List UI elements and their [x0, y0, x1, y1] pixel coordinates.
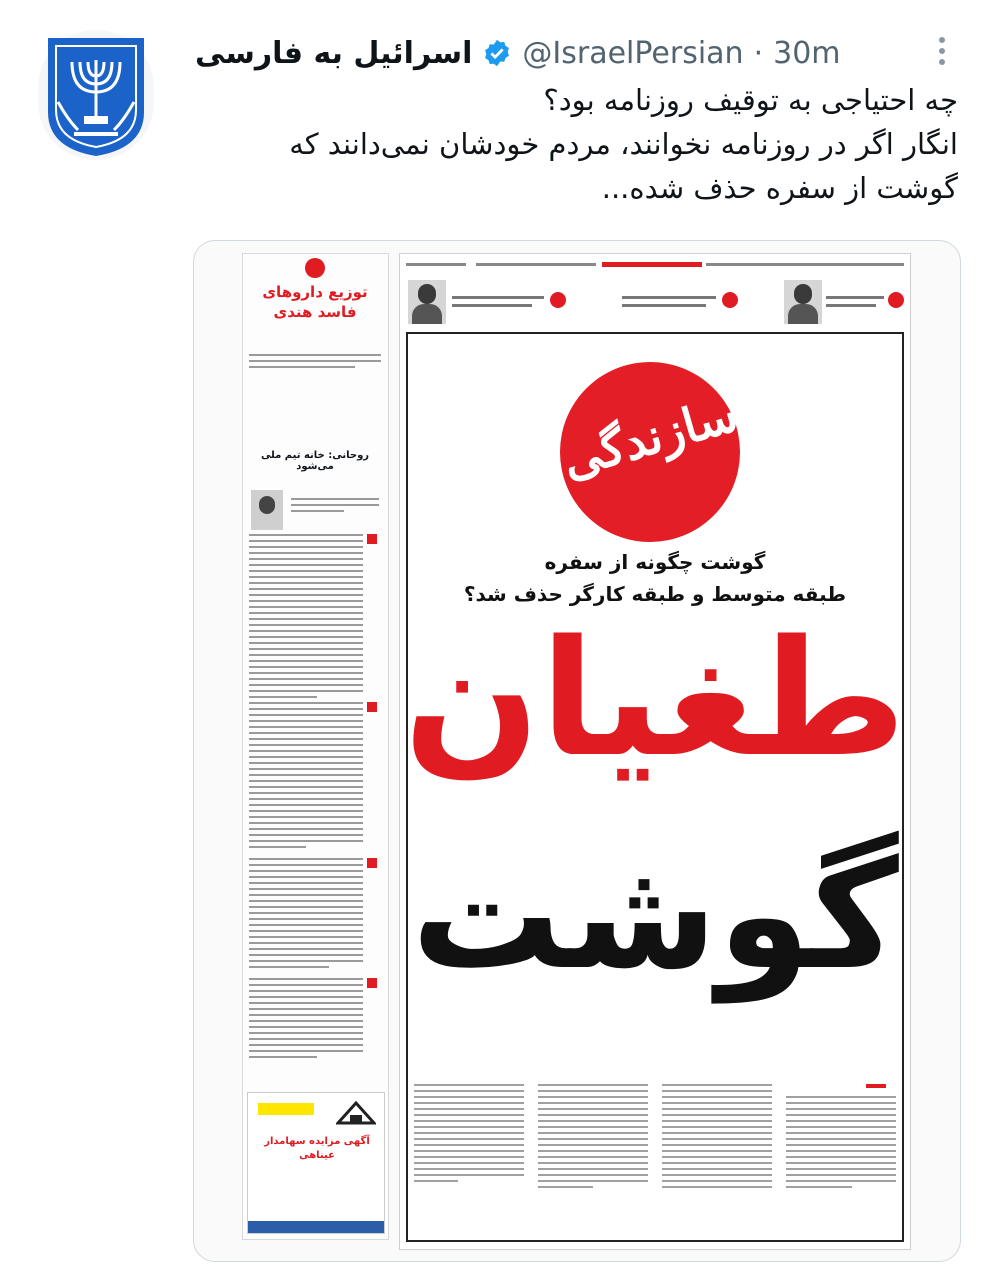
top-story-badge [888, 292, 904, 308]
side-text-block [249, 858, 363, 972]
side-ad-box [247, 1092, 385, 1234]
top-story-text [452, 296, 544, 299]
ad-text: آگهی مزایده سهامدار عیناهی [264, 1136, 370, 1161]
side-red-marker [367, 534, 377, 544]
display-name[interactable]: اسرائیل به فارسی [195, 35, 473, 71]
more-options-icon[interactable] [932, 32, 952, 72]
newspaper-front-page [399, 253, 911, 1250]
article-column [414, 1084, 524, 1186]
article-column [786, 1084, 896, 1192]
side-text-block [291, 498, 379, 516]
top-story-text [826, 296, 884, 299]
headline-red: طغیان [403, 605, 907, 792]
timestamp[interactable]: 30m [773, 35, 841, 71]
side-badge-icon [305, 258, 325, 278]
newspaper-logo [556, 362, 744, 542]
top-story-photo [408, 280, 446, 324]
article-column [538, 1084, 648, 1192]
side-red-marker [367, 978, 377, 988]
top-story-text [622, 296, 716, 299]
tweet-text-line: انگار اگر در روزنامه نخوانند، مردم خودشان نمی‌دانند که [289, 127, 958, 161]
headline-black: گوشت [411, 829, 899, 1003]
menorah-emblem-icon [38, 30, 154, 160]
top-story-text [452, 304, 532, 307]
tweet-media-image[interactable] [193, 240, 961, 1262]
side-text-block [249, 702, 363, 852]
separator-dot: · [753, 35, 764, 71]
side-text-block [249, 534, 363, 702]
avatar[interactable] [38, 30, 154, 160]
ad-highlight [258, 1103, 314, 1115]
verified-badge-icon [482, 38, 512, 68]
article-column [662, 1084, 772, 1192]
newspaper-side-column [242, 253, 389, 1240]
top-story-text [826, 304, 876, 307]
top-story-badge [722, 292, 738, 308]
subheadline-line: گوشت چگونه از سفره [544, 550, 766, 574]
masthead-strip [406, 260, 904, 270]
side-red-marker [367, 858, 377, 868]
subheadline-line: طبقه متوسط و طبقه کارگر حذف شد؟ [463, 582, 847, 606]
company-logo-icon [336, 1101, 376, 1125]
top-story-photo [784, 280, 822, 324]
side-title: توزیع داروهای فاسد هندی [262, 283, 368, 321]
tweet-header [195, 28, 935, 78]
side-red-marker [367, 702, 377, 712]
logo-text: سازندگی [556, 386, 744, 490]
top-story-text [622, 304, 706, 307]
ad-bottom-bar [248, 1221, 384, 1233]
side-portrait [251, 490, 283, 530]
side-subhead: روحانی: خانه تیم ملی می‌شود [260, 450, 370, 472]
user-handle[interactable]: @IsraelPersian [522, 35, 744, 71]
subheadline [420, 546, 890, 610]
side-text-block [249, 978, 363, 1062]
article-columns [414, 1084, 896, 1234]
tweet-text-line: گوشت از سفره حذف شده... [601, 171, 958, 205]
side-text-block [249, 354, 381, 372]
tweet-text [198, 78, 958, 210]
top-story-badge [550, 292, 566, 308]
tweet-text-line: چه احتیاجی به توقیف روزنامه بود؟ [543, 83, 958, 117]
top-story-strip [400, 276, 910, 326]
